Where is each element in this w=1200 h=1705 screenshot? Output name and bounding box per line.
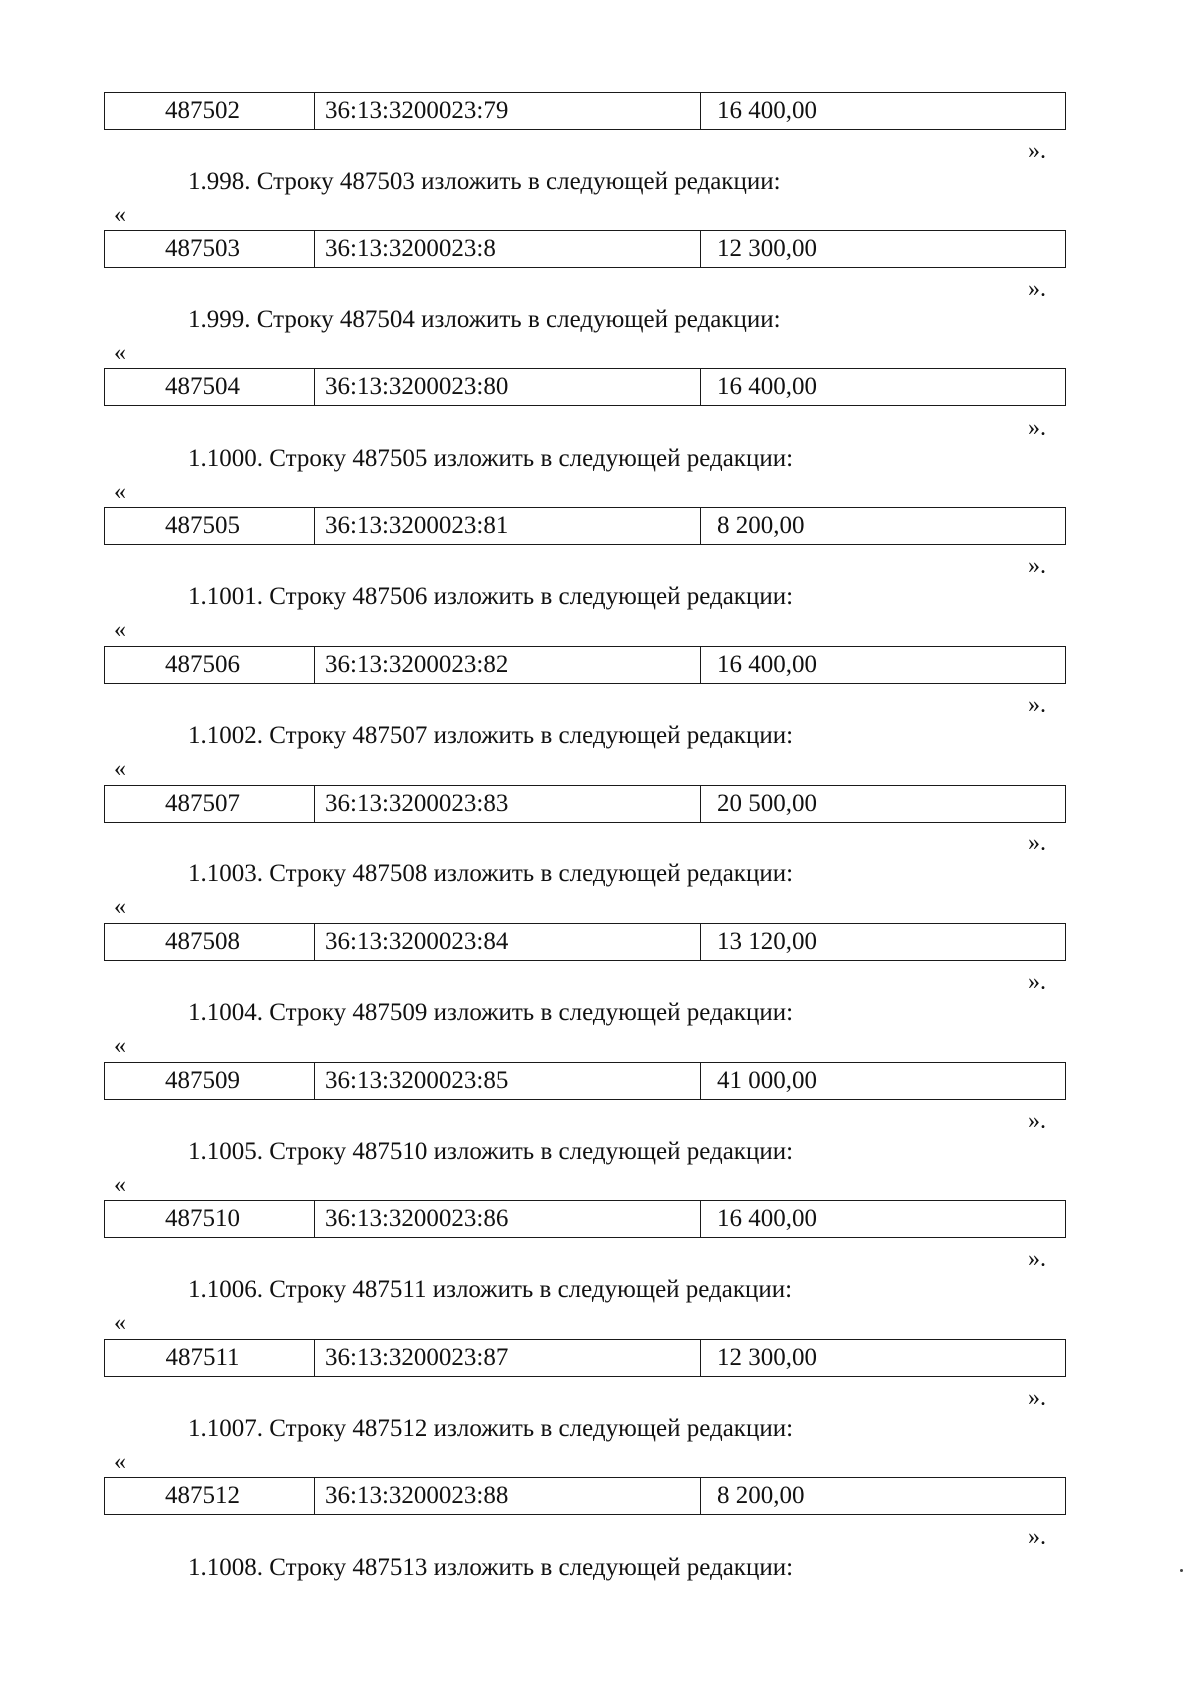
amendment-instruction: 1.998. Строку 487503 изложить в следующей редакции: bbox=[188, 168, 781, 195]
value-cell: 8 200,00 bbox=[717, 512, 805, 539]
opening-quote: « bbox=[114, 479, 126, 505]
table-row bbox=[104, 507, 1066, 545]
value-cell: 13 120,00 bbox=[717, 928, 817, 955]
value-cell: 12 300,00 bbox=[717, 1344, 817, 1371]
closing-quote: ». bbox=[1028, 138, 1046, 164]
closing-quote: ». bbox=[1028, 1385, 1046, 1411]
amendment-instruction: 1.1006. Строку 487511 изложить в следующей редакции: bbox=[188, 1276, 793, 1303]
opening-quote: « bbox=[114, 1172, 126, 1198]
amendment-instruction: 1.1008. Строку 487513 изложить в следующей редакции: bbox=[188, 1554, 794, 1581]
table-row bbox=[104, 1200, 1066, 1238]
closing-quote: ». bbox=[1028, 276, 1046, 302]
table-row bbox=[104, 785, 1066, 823]
row-number-cell: 487503 bbox=[105, 231, 315, 267]
row-number-cell: 487507 bbox=[105, 786, 315, 822]
table-row bbox=[104, 1339, 1066, 1377]
value-cell: 16 400,00 bbox=[717, 1205, 817, 1232]
amendment-instruction: 1.1003. Строку 487508 изложить в следующей редакции: bbox=[188, 860, 794, 887]
opening-quote: « bbox=[114, 894, 126, 920]
value-cell: 8 200,00 bbox=[717, 1482, 805, 1509]
value-cell: 16 400,00 bbox=[717, 373, 817, 400]
row-number-cell: 487512 bbox=[105, 1478, 315, 1514]
closing-quote: ». bbox=[1028, 1524, 1046, 1550]
cadastral-number-cell: 36:13:3200023:84 bbox=[315, 924, 701, 960]
opening-quote: « bbox=[114, 1310, 126, 1336]
row-number-cell: 487506 bbox=[105, 647, 315, 683]
closing-quote: ». bbox=[1028, 969, 1046, 995]
row-number-cell: 487504 bbox=[105, 369, 315, 405]
cadastral-number-cell: 36:13:3200023:85 bbox=[315, 1063, 701, 1099]
cadastral-number-cell: 36:13:3200023:80 bbox=[315, 369, 701, 405]
table-row bbox=[104, 368, 1066, 406]
amendment-instruction: 1.1005. Строку 487510 изложить в следующей редакции: bbox=[188, 1138, 794, 1165]
amendment-instruction: 1.1001. Строку 487506 изложить в следующей редакции: bbox=[188, 583, 794, 610]
closing-quote: ». bbox=[1028, 692, 1046, 718]
amendment-instruction: 1.1000. Строку 487505 изложить в следующей редакции: bbox=[188, 445, 794, 472]
amendment-instruction: 1.1004. Строку 487509 изложить в следующей редакции: bbox=[188, 999, 794, 1026]
closing-quote: ». bbox=[1028, 1108, 1046, 1134]
row-number-cell: 487509 bbox=[105, 1063, 315, 1099]
closing-quote: ». bbox=[1028, 415, 1046, 441]
cadastral-number-cell: 36:13:3200023:88 bbox=[315, 1478, 701, 1514]
row-number-cell: 487505 bbox=[105, 508, 315, 544]
amendment-instruction: 1.1002. Строку 487507 изложить в следующей редакции: bbox=[188, 722, 794, 749]
cadastral-number-cell: 36:13:3200023:82 bbox=[315, 647, 701, 683]
cadastral-number-cell: 36:13:3200023:8 bbox=[315, 231, 701, 267]
table-row bbox=[104, 230, 1066, 268]
value-cell: 12 300,00 bbox=[717, 235, 817, 262]
opening-quote: « bbox=[114, 617, 126, 643]
value-cell: 20 500,00 bbox=[717, 790, 817, 817]
value-cell: 16 400,00 bbox=[717, 651, 817, 678]
opening-quote: « bbox=[114, 202, 126, 228]
opening-quote: « bbox=[114, 756, 126, 782]
amendment-instruction: 1.999. Строку 487504 изложить в следующей редакции: bbox=[188, 306, 781, 333]
closing-quote: ». bbox=[1028, 553, 1046, 579]
table-row bbox=[104, 1477, 1066, 1515]
opening-quote: « bbox=[114, 1449, 126, 1475]
opening-quote: « bbox=[114, 1033, 126, 1059]
opening-quote: « bbox=[114, 340, 126, 366]
cadastral-number-cell: 36:13:3200023:79 bbox=[315, 93, 701, 129]
row-number-cell: 487511 bbox=[105, 1340, 315, 1376]
table-row bbox=[104, 92, 1066, 130]
table-row bbox=[104, 646, 1066, 684]
cadastral-number-cell: 36:13:3200023:86 bbox=[315, 1201, 701, 1237]
value-cell: 16 400,00 bbox=[717, 97, 817, 124]
cadastral-number-cell: 36:13:3200023:87 bbox=[315, 1340, 701, 1376]
row-number-cell: 487502 bbox=[105, 93, 315, 129]
row-number-cell: 487508 bbox=[105, 924, 315, 960]
value-cell: 41 000,00 bbox=[717, 1067, 817, 1094]
closing-quote: ». bbox=[1028, 830, 1046, 856]
cadastral-number-cell: 36:13:3200023:83 bbox=[315, 786, 701, 822]
table-row bbox=[104, 1062, 1066, 1100]
cadastral-number-cell: 36:13:3200023:81 bbox=[315, 508, 701, 544]
closing-quote: ». bbox=[1028, 1246, 1046, 1272]
scan-speck bbox=[1180, 1569, 1183, 1572]
amendment-instruction: 1.1007. Строку 487512 изложить в следующей редакции: bbox=[188, 1415, 794, 1442]
table-row bbox=[104, 923, 1066, 961]
row-number-cell: 487510 bbox=[105, 1201, 315, 1237]
